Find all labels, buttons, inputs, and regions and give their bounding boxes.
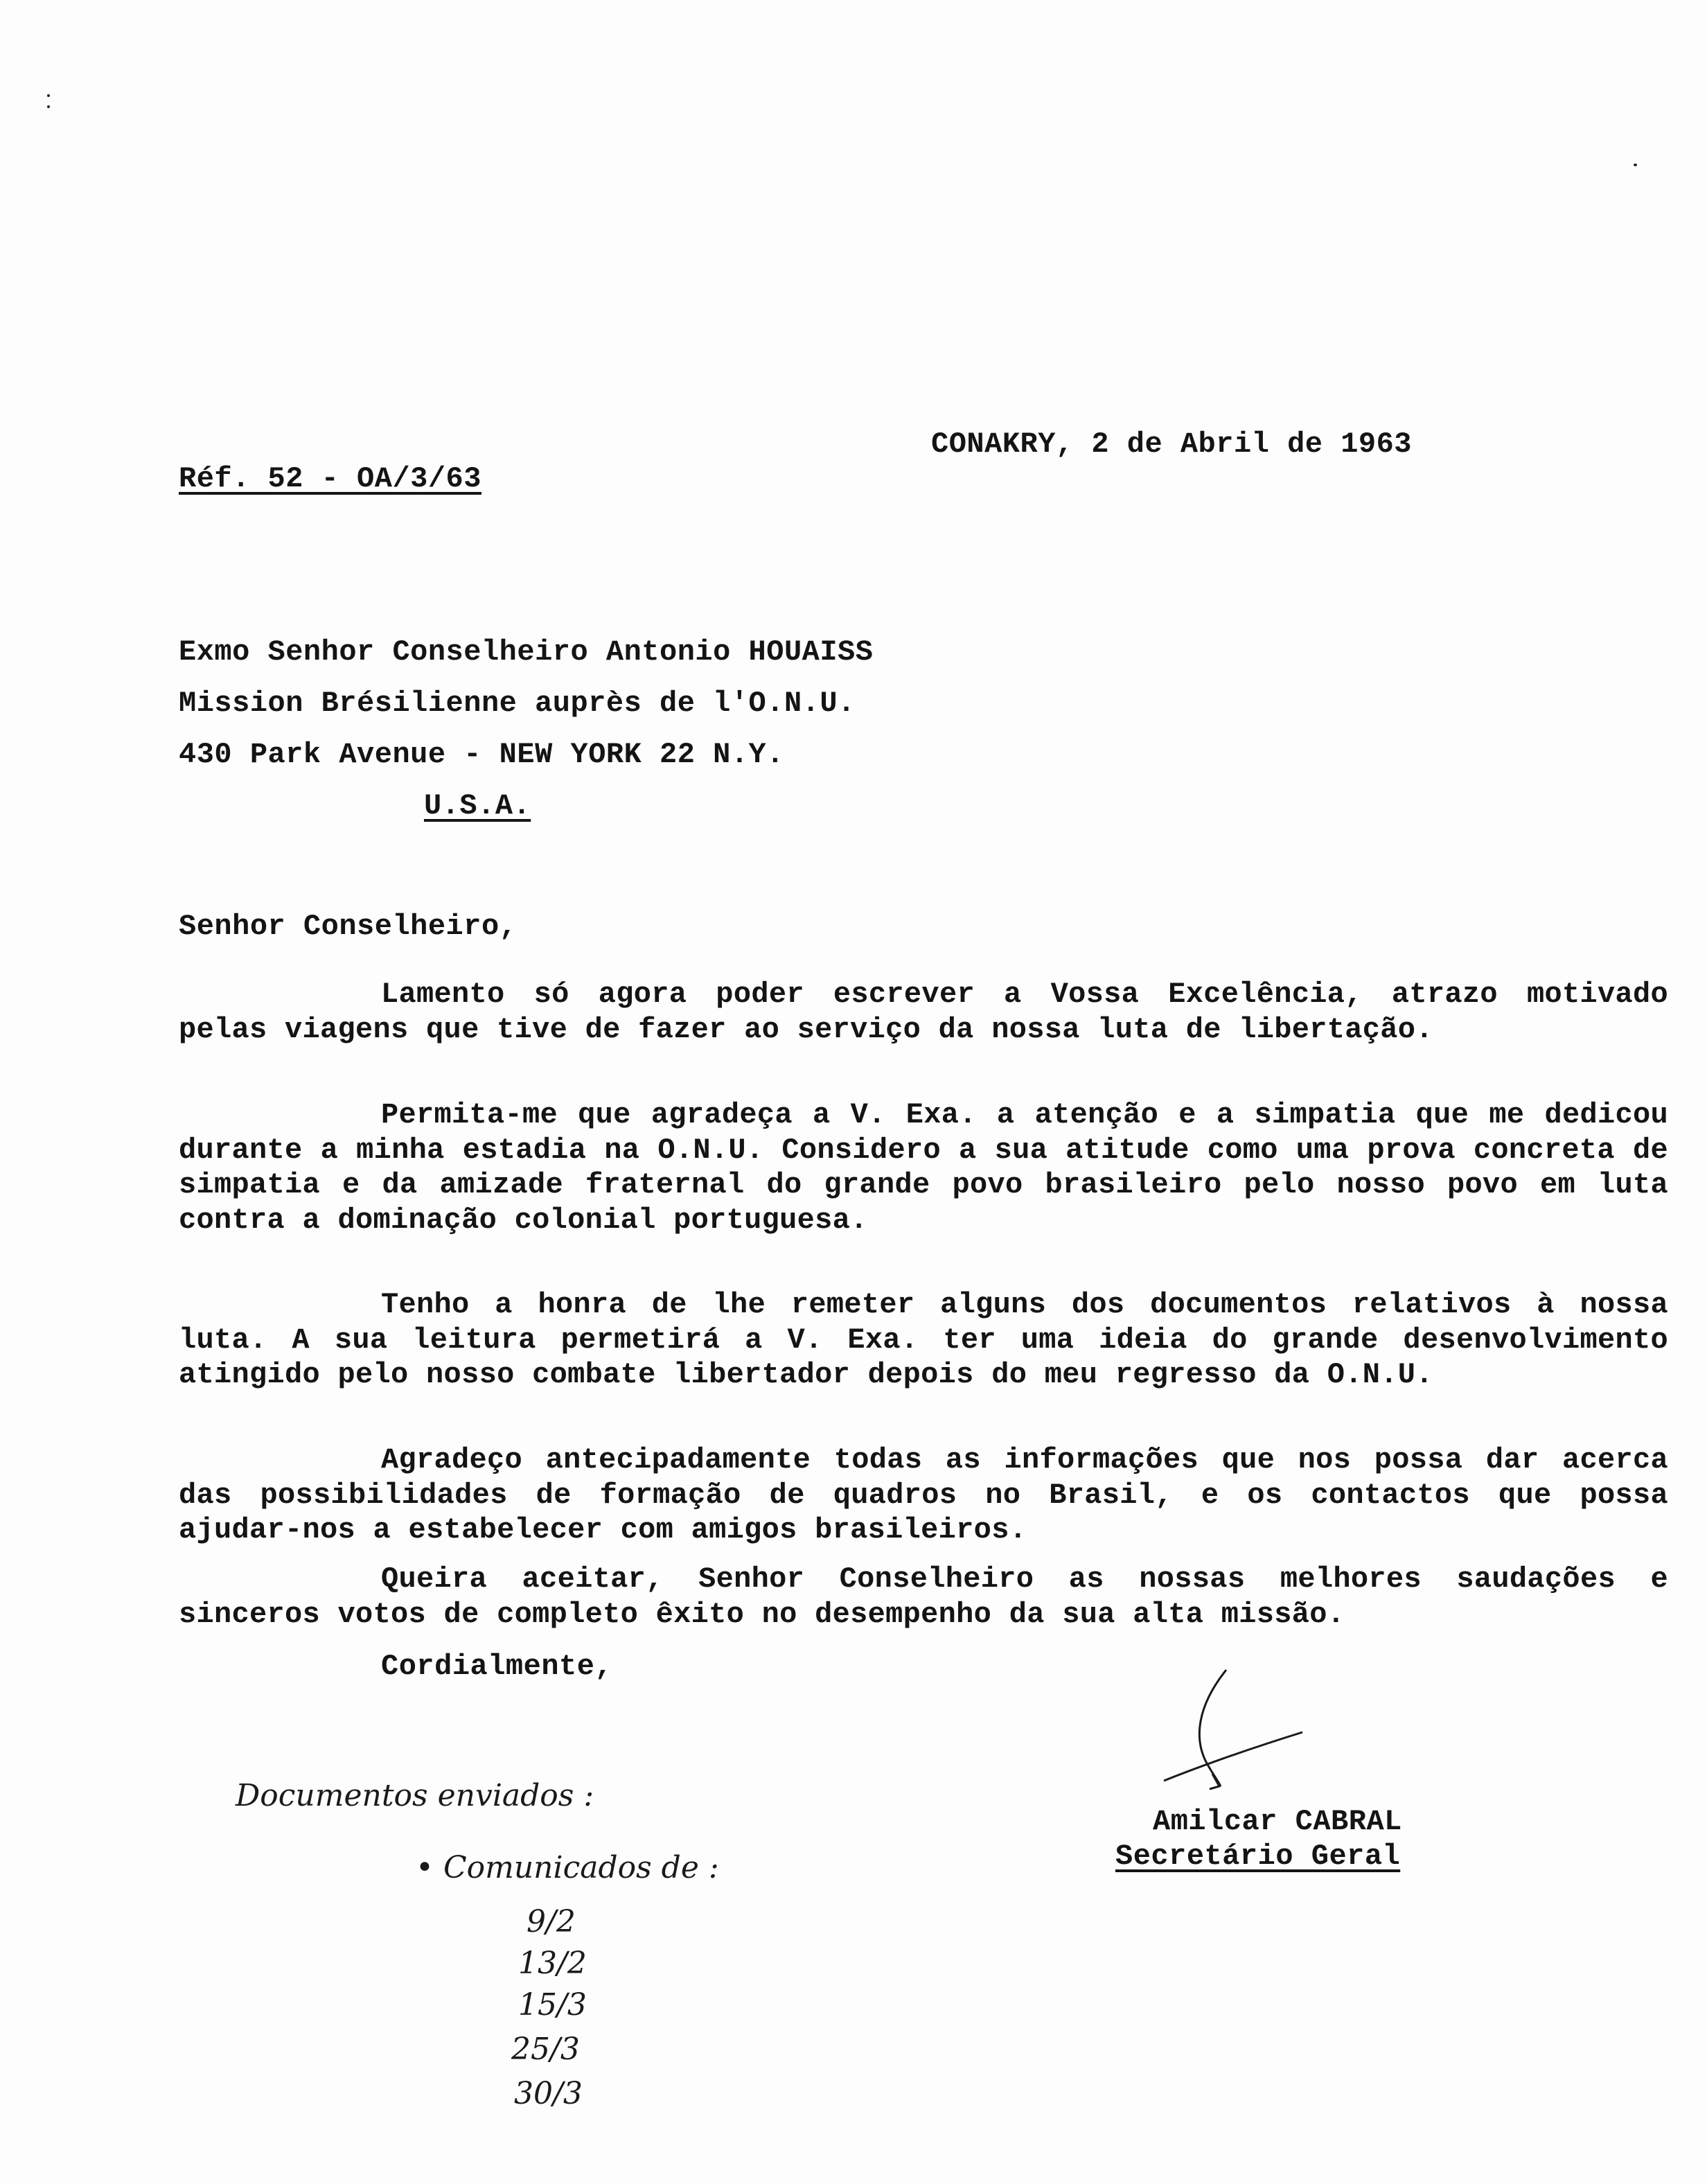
signatory-title: Secretário Geral (1115, 1840, 1401, 1873)
margin-speck (47, 105, 50, 108)
body-paragraph-5: Queira aceitar, Senhor Conselheiro as nossas melhores saudações e sinceros votos de completo êxito no desempenho da sua alta missão. (179, 1562, 1668, 1631)
body-paragraph-2: Permita-me que agradeça a V. Exa. a atenção e a simpatia que me dedicou durante a minha estadia na O.N.U. Considero a sua atitude como uma prova concreta de simpatia e da amizade fraternal do grande povo brasileiro pelo nosso povo em luta contra a dominação colonial portuguesa. (179, 1098, 1668, 1237)
closing: Cordialmente, (381, 1650, 613, 1683)
reference-number: Réf. 52 - OA/3/63 (179, 462, 481, 495)
body-paragraph-4: Agradeço antecipadamente todas as informações que nos possa dar acerca das possibilidades de formação de quadros no Brasil, e os contactos que possa ajudar-nos a estabelecer com amigos brasileiros. (179, 1443, 1668, 1547)
signatory-name: Amilcar CABRAL (1153, 1805, 1402, 1838)
body-paragraph-3: Tenho a honra de lhe remeter alguns dos documentos relativos à nossa luta. A sua leitura permetirá a V. Exa. ter uma ideia do grande desenvolvimento atingido pelo nosso combate libertador depois do meu regresso da O.N.U. (179, 1288, 1668, 1391)
handwritten-date: 25/3 (511, 2032, 580, 2067)
recipient-line-2: Mission Brésilienne auprès de l'O.N.U. (179, 687, 856, 720)
place-date: CONAKRY, 2 de Abril de 1963 (931, 428, 1413, 461)
recipient-country: U.S.A. (424, 789, 531, 822)
handwritten-date: 30/3 (514, 2076, 583, 2111)
signature-mark (1136, 1663, 1316, 1802)
recipient-line-1: Exmo Senhor Conselheiro Antonio HOUAISS (179, 635, 874, 669)
handwritten-date: 9/2 (527, 1904, 576, 1939)
recipient-line-3: 430 Park Avenue - NEW YORK 22 N.Y. (179, 738, 784, 771)
salutation: Senhor Conselheiro, (179, 910, 518, 943)
body-paragraph-1: Lamento só agora poder escrever a Vossa Excelência, atrazo motivado pelas viagens que tive de fazer ao serviço da nossa luta de libertação. (179, 978, 1668, 1046)
margin-speck (47, 94, 50, 97)
margin-speck (1634, 164, 1637, 166)
handwritten-subheading: • Comunicados de : (416, 1850, 719, 1885)
handwritten-date: 15/3 (518, 1987, 587, 2023)
handwritten-date: 13/2 (518, 1946, 587, 1981)
handwritten-heading: Documentos enviados : (236, 1778, 594, 1813)
